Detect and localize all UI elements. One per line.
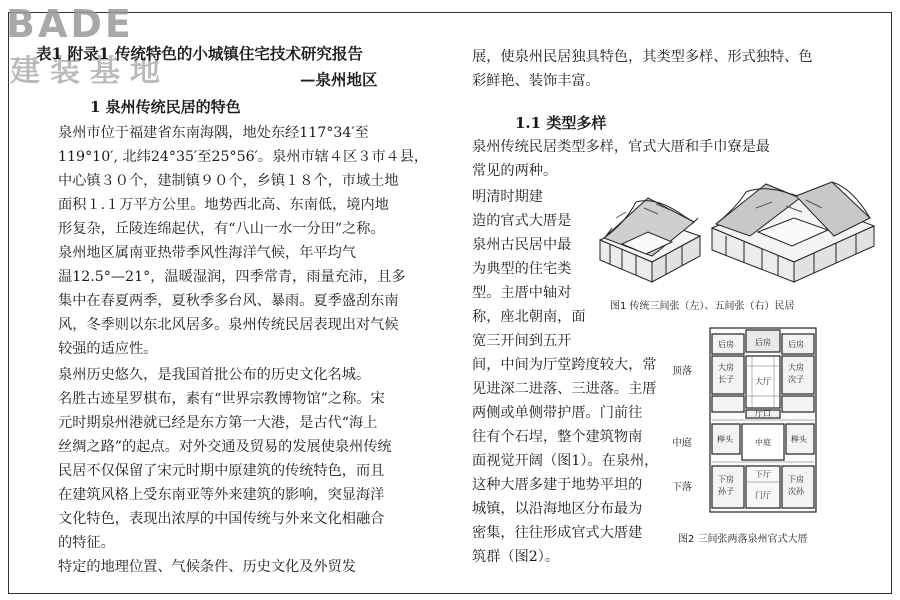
right-narrow-line: 明清时期建 bbox=[472, 189, 543, 205]
left-para-line: 形复杂，丘陵连绵起伏，有“八山一水一分田”之称。 bbox=[58, 221, 385, 237]
room-label: 后房 bbox=[788, 340, 804, 349]
room-label: 大房 bbox=[718, 363, 734, 372]
left-para-line: 民居不仅保留了宋元时期中原建筑的传统特色，而且 bbox=[58, 463, 385, 479]
figure-2-caption: 图2 三间张两落泉州官式大厝 bbox=[678, 534, 808, 545]
section-heading: 1 泉州传统民居的特色 bbox=[90, 98, 241, 116]
room-label: 厅口 bbox=[755, 409, 771, 418]
right-medium-line: 面视觉开阔（图1）。在泉州， bbox=[472, 453, 659, 469]
right-medium-line: 见进深二进落、三进落。主厝 bbox=[472, 381, 657, 397]
room-label: 后房 bbox=[718, 340, 734, 349]
room-label: 下房 bbox=[718, 475, 734, 484]
left-para-line: 泉州市位于福建省东南海隅，地处东经117°34′至 bbox=[58, 125, 369, 141]
room-label: 大房 bbox=[788, 363, 804, 372]
right-narrow-line: 造的官式大厝是 bbox=[472, 213, 572, 229]
right-narrow-line: 称，座北朝南，面 bbox=[472, 309, 586, 325]
room-label: 次孙 bbox=[788, 487, 804, 496]
plan-label-top: 顶落 bbox=[672, 366, 692, 377]
plan-label-bot: 下落 bbox=[672, 482, 692, 493]
right-medium-line: 密集，往往形成官式大厝建 bbox=[472, 525, 643, 541]
left-para-line: 较强的适应性。 bbox=[58, 341, 158, 357]
right-para-line: 展，使泉州民居独具特色，其类型多样、形式独特、色 bbox=[472, 49, 813, 65]
left-para-line: 在建筑风格上受东南亚等外来建筑的影响，突显海洋 bbox=[58, 487, 385, 503]
report-subtitle: —泉州地区 bbox=[300, 70, 378, 89]
left-para-line: 119°10′, 北纬24°35′至25°56′。泉州市辖４区３市４县， bbox=[58, 149, 429, 165]
left-para-line: 风，冬季则以东北风居多。泉州传统民居表现出对气候 bbox=[58, 317, 399, 333]
right-medium-line: 筑群（图2）。 bbox=[472, 549, 560, 565]
left-para-line: 泉州历史悠久，是我国首批公布的历史文化名城。 bbox=[58, 367, 371, 383]
room-label: 中庭 bbox=[755, 438, 771, 447]
report-title: 表1 附录1 传统特色的小城镇住宅技术研究报告 bbox=[36, 44, 363, 63]
right-narrow-line: 为典型的住宅类 bbox=[472, 261, 572, 277]
left-para-line: 温12.5°—21°，温暖湿润，四季常青，雨量充沛，且多 bbox=[58, 269, 406, 285]
right-narrow-line: 泉州古民居中最 bbox=[472, 237, 572, 253]
left-para-line: 丝绸之路”的起点。对外交通及贸易的发展使泉州传统 bbox=[58, 439, 392, 455]
room-label: 门厅 bbox=[755, 491, 771, 500]
subsection-heading: 1.1 类型多样 bbox=[515, 114, 607, 132]
three-bay-house-illustration bbox=[600, 198, 700, 282]
left-para-line: 特定的地理位置、气候条件、历史文化及外贸发 bbox=[58, 559, 356, 575]
right-para-line: 泉州传统民居类型多样，官式大厝和手巾寮是最 bbox=[472, 139, 770, 155]
figure-1-caption: 图1 传统三间张（左）、五间张（右）民居 bbox=[610, 301, 795, 312]
watermark-brand: BADE bbox=[6, 2, 134, 46]
right-narrow-line: 型。主厝中轴对 bbox=[472, 285, 572, 301]
room-label: 榉头 bbox=[791, 435, 807, 444]
left-para-line: 泉州地区属南亚热带季风性海洋气候，年平均气 bbox=[58, 245, 356, 261]
right-para-line: 常见的两种。 bbox=[472, 163, 558, 179]
plan-label-mid: 中庭 bbox=[672, 438, 692, 449]
room-label: 次子 bbox=[788, 375, 804, 384]
right-medium-line: 这种大厝多建于地势平坦的 bbox=[472, 477, 643, 493]
right-narrow-line: 宽三开间到五开 bbox=[472, 333, 572, 349]
room-label: 后房 bbox=[755, 338, 771, 347]
left-para-line: 文化特色，表现出浓厚的中国传统与外来文化相融合 bbox=[58, 511, 385, 527]
room-label: 榉头 bbox=[717, 435, 733, 444]
right-medium-line: 两侧或单侧带护厝。门前往 bbox=[472, 405, 643, 421]
five-bay-house-illustration bbox=[712, 182, 874, 282]
right-medium-line: 间，中间为厅堂跨度较大，常 bbox=[472, 357, 657, 373]
room-label: 长子 bbox=[718, 375, 734, 384]
right-medium-line: 往有个石埕，整个建筑物南 bbox=[472, 429, 643, 445]
figure-1-houses bbox=[596, 178, 882, 294]
right-para-line: 彩鲜艳、装饰丰富。 bbox=[472, 73, 600, 89]
room-label: 大厅 bbox=[755, 377, 771, 386]
left-para-line: 面积１.１万平方公里。地势西北高、东南低，境内地 bbox=[58, 197, 389, 213]
room-label: 下厅 bbox=[755, 470, 771, 479]
left-para-line: 集中在春夏两季，夏秋季多台风、暴雨。夏季盛刮东南 bbox=[58, 293, 399, 309]
left-para-line: 名胜古迹星罗棋布，素有“世界宗教博物馆”之称。宋 bbox=[58, 391, 385, 407]
figure-2-floor-plan bbox=[708, 326, 818, 514]
left-para-line: 中心镇３０个，建制镇９０个，乡镇１８个，市域土地 bbox=[58, 173, 399, 189]
room-label: 下房 bbox=[788, 475, 804, 484]
room-label: 孙子 bbox=[718, 487, 734, 496]
left-para-line: 的特征。 bbox=[58, 535, 115, 551]
left-para-line: 元时期泉州港就已经是东方第一大港，是古代“海上 bbox=[58, 415, 378, 431]
right-medium-line: 城镇，以沿海地区分布最为 bbox=[472, 501, 643, 517]
watermark-cn: 建装基地 bbox=[10, 54, 170, 89]
